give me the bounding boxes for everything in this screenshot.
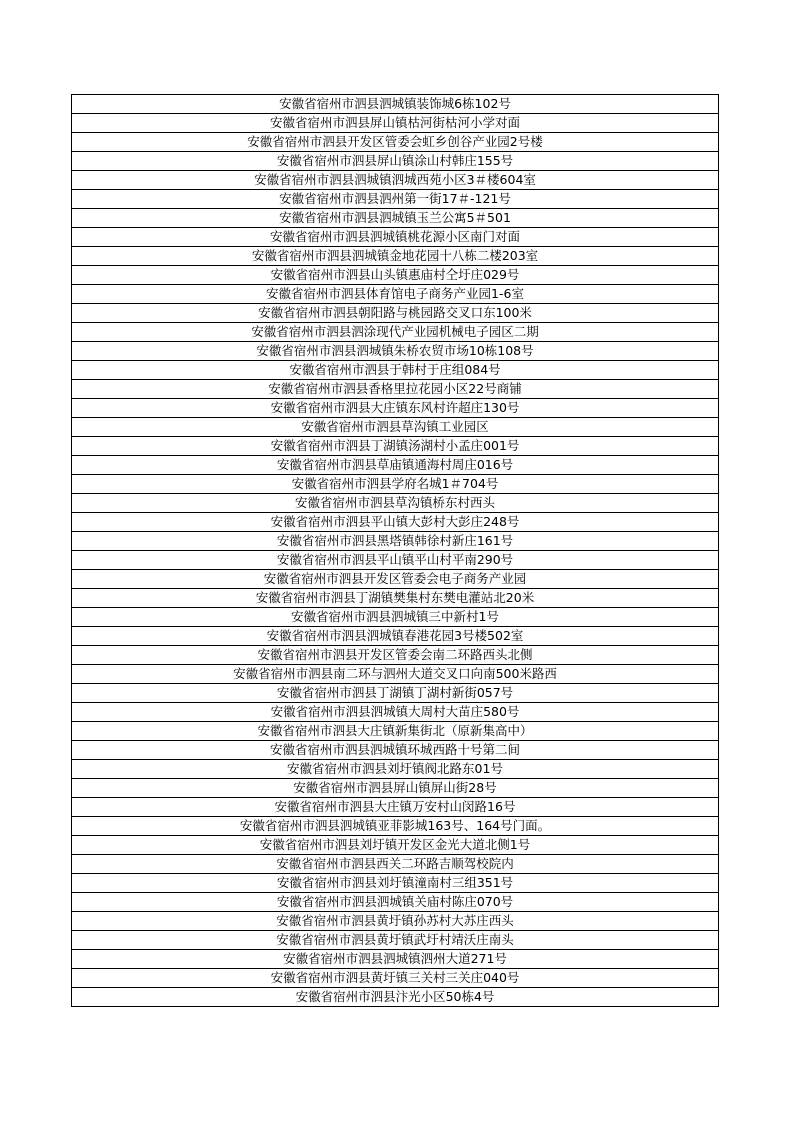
table-row	[72, 323, 719, 342]
table-row	[72, 874, 719, 893]
table-row	[72, 95, 719, 114]
address-cell: 安徽省宿州市泗县朝阳路与桃园路交叉口东100米	[72, 304, 719, 323]
address-cell: 安徽省宿州市泗县刘圩镇潼南村三组351号	[72, 874, 719, 893]
table-row	[72, 494, 719, 513]
address-cell: 安徽省宿州市泗县开发区管委会南二环路西头北侧	[72, 646, 719, 665]
address-cell: 安徽省宿州市泗县大庄镇新集街北（原新集高中）	[72, 722, 719, 741]
address-cell: 安徽省宿州市泗县屏山镇涂山村韩庄155号	[72, 152, 719, 171]
address-cell: 安徽省宿州市泗县泗城镇关庙村陈庄070号	[72, 893, 719, 912]
address-cell: 安徽省宿州市泗县西关二环路吉顺驾校院内	[72, 855, 719, 874]
table-row	[72, 570, 719, 589]
table-row	[72, 798, 719, 817]
address-cell: 安徽省宿州市泗县刘圩镇阀北路东01号	[72, 760, 719, 779]
table-row	[72, 228, 719, 247]
table-row	[72, 304, 719, 323]
address-cell: 安徽省宿州市泗县学府名城1＃704号	[72, 475, 719, 494]
table-row	[72, 589, 719, 608]
table-row	[72, 760, 719, 779]
address-cell: 安徽省宿州市泗县屏山镇屏山街28号	[72, 779, 719, 798]
address-cell: 安徽省宿州市泗县泗城镇泗城西苑小区3＃楼604室	[72, 171, 719, 190]
table-row	[72, 513, 719, 532]
table-row	[72, 988, 719, 1007]
table-row	[72, 855, 719, 874]
address-cell: 安徽省宿州市泗县于韩村于庄组084号	[72, 361, 719, 380]
table-row	[72, 817, 719, 836]
address-cell: 安徽省宿州市泗县山头镇惠庙村仝圩庄029号	[72, 266, 719, 285]
table-row	[72, 437, 719, 456]
table-row	[72, 475, 719, 494]
address-cell: 安徽省宿州市泗县泗城镇桃花源小区南门对面	[72, 228, 719, 247]
table-row	[72, 836, 719, 855]
table-row	[72, 684, 719, 703]
table-row	[72, 133, 719, 152]
address-cell: 安徽省宿州市泗县泗城镇环城西路十号第二间	[72, 741, 719, 760]
address-cell: 安徽省宿州市泗县平山镇平山村平南290号	[72, 551, 719, 570]
address-cell: 安徽省宿州市泗县黄圩镇三关村三关庄040号	[72, 969, 719, 988]
address-cell: 安徽省宿州市泗县泗城镇金地花园十八栋二楼203室	[72, 247, 719, 266]
address-cell: 安徽省宿州市泗县草庙镇通海村周庄016号	[72, 456, 719, 475]
address-cell: 安徽省宿州市泗县大庄镇万安村山闵路16号	[72, 798, 719, 817]
address-cell: 安徽省宿州市泗县泗涂现代产业园机械电子园区二期	[72, 323, 719, 342]
address-table	[71, 94, 719, 1007]
table-row	[72, 893, 719, 912]
table-row	[72, 950, 719, 969]
address-table-body	[72, 95, 719, 1007]
table-row	[72, 912, 719, 931]
address-cell: 安徽省宿州市泗县丁湖镇樊集村东樊电灌站北20米	[72, 589, 719, 608]
table-row	[72, 190, 719, 209]
table-row	[72, 152, 719, 171]
address-cell: 安徽省宿州市泗县大庄镇东风村许超庄130号	[72, 399, 719, 418]
address-cell: 安徽省宿州市泗县泗城镇三中新村1号	[72, 608, 719, 627]
table-row	[72, 608, 719, 627]
address-cell: 安徽省宿州市泗县泗城镇玉兰公寓5＃501	[72, 209, 719, 228]
address-cell: 安徽省宿州市泗县泗州第一街17＃-121号	[72, 190, 719, 209]
table-row	[72, 646, 719, 665]
table-row	[72, 627, 719, 646]
address-cell: 安徽省宿州市泗县丁湖镇汤湖村小孟庄001号	[72, 437, 719, 456]
table-row	[72, 114, 719, 133]
address-cell: 安徽省宿州市泗县平山镇大彭村大彭庄248号	[72, 513, 719, 532]
table-row	[72, 551, 719, 570]
address-cell: 安徽省宿州市泗县黄圩镇武圩村靖沃庄南头	[72, 931, 719, 950]
table-row	[72, 361, 719, 380]
address-cell: 安徽省宿州市泗县丁湖镇丁湖村新街057号	[72, 684, 719, 703]
address-cell: 安徽省宿州市泗县泗城镇亚菲影城163号、164号门面。	[72, 817, 719, 836]
address-cell: 安徽省宿州市泗县刘圩镇开发区金光大道北侧1号	[72, 836, 719, 855]
address-cell: 安徽省宿州市泗县泗城镇装饰城6栋102号	[72, 95, 719, 114]
address-cell: 安徽省宿州市泗县体育馆电子商务产业园1-6室	[72, 285, 719, 304]
table-row	[72, 703, 719, 722]
table-row	[72, 399, 719, 418]
table-row	[72, 285, 719, 304]
address-cell: 安徽省宿州市泗县草沟镇桥东村西头	[72, 494, 719, 513]
address-cell: 安徽省宿州市泗县黄圩镇孙苏村大苏庄西头	[72, 912, 719, 931]
address-cell: 安徽省宿州市泗县泗城镇春港花园3号楼502室	[72, 627, 719, 646]
address-cell: 安徽省宿州市泗县汴光小区50栋4号	[72, 988, 719, 1007]
table-row	[72, 418, 719, 437]
table-row	[72, 266, 719, 285]
table-row	[72, 741, 719, 760]
table-row	[72, 532, 719, 551]
address-cell: 安徽省宿州市泗县屏山镇枯河街枯河小学对面	[72, 114, 719, 133]
address-cell: 安徽省宿州市泗县南二环与泗州大道交叉口向南500米路西	[72, 665, 719, 684]
table-row	[72, 722, 719, 741]
table-row	[72, 456, 719, 475]
address-cell: 安徽省宿州市泗县开发区管委会电子商务产业园	[72, 570, 719, 589]
address-cell: 安徽省宿州市泗县泗城镇朱桥农贸市场10栋108号	[72, 342, 719, 361]
table-row	[72, 665, 719, 684]
address-cell: 安徽省宿州市泗县草沟镇工业园区	[72, 418, 719, 437]
address-cell: 安徽省宿州市泗县黑塔镇韩徐村新庄161号	[72, 532, 719, 551]
table-row	[72, 779, 719, 798]
address-cell: 安徽省宿州市泗县香格里拉花园小区22号商铺	[72, 380, 719, 399]
address-cell: 安徽省宿州市泗县泗城镇泗州大道271号	[72, 950, 719, 969]
table-row	[72, 209, 719, 228]
table-row	[72, 931, 719, 950]
table-row	[72, 171, 719, 190]
address-cell: 安徽省宿州市泗县开发区管委会虹乡创谷产业园2号楼	[72, 133, 719, 152]
table-row	[72, 969, 719, 988]
address-cell: 安徽省宿州市泗县泗城镇大周村大苗庄580号	[72, 703, 719, 722]
table-row	[72, 247, 719, 266]
table-row	[72, 342, 719, 361]
table-row	[72, 380, 719, 399]
